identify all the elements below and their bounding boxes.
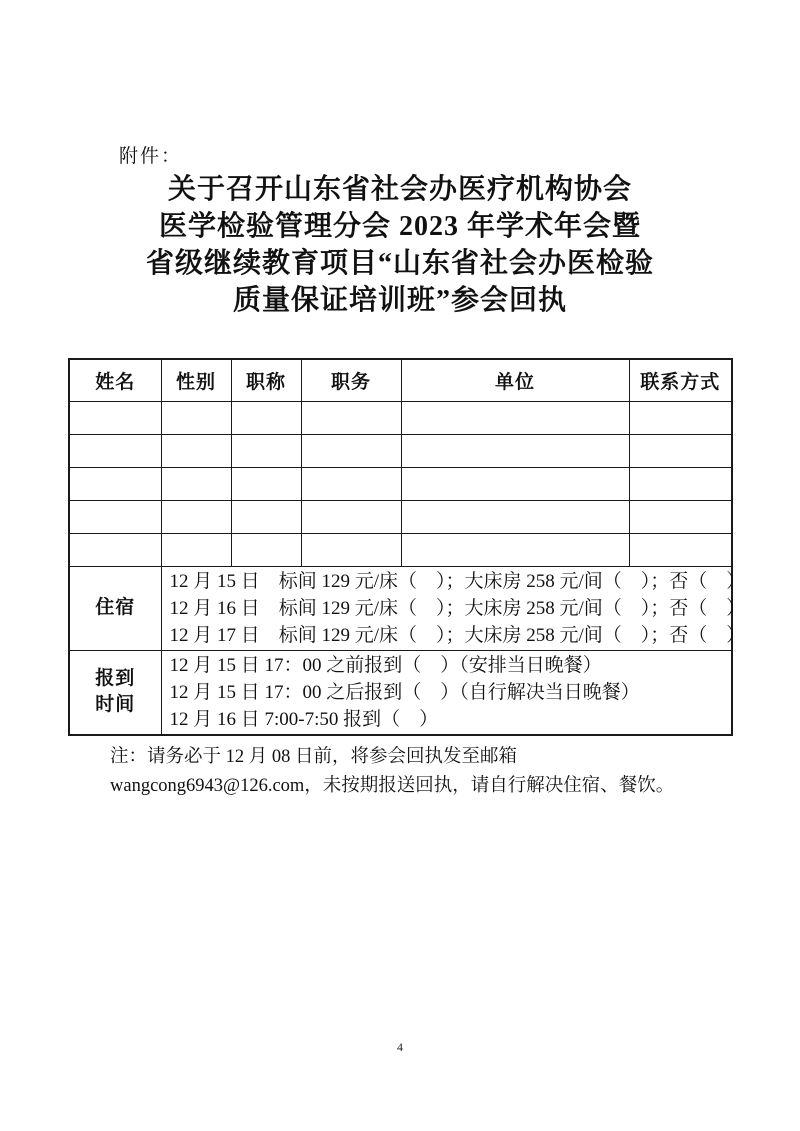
table-cell-empty — [161, 467, 231, 500]
table-row — [69, 434, 732, 467]
table-cell-empty — [161, 434, 231, 467]
table-cell-empty — [231, 401, 301, 434]
checkin-option-before: 12 月 15 日 17：00 之前报到（ ）（安排当日晚餐） — [169, 654, 602, 676]
table-cell-empty — [231, 500, 301, 533]
title-line-3: 省级继续教育项目“山东省社会办医检验 — [145, 248, 654, 279]
table-row — [69, 401, 732, 434]
table-cell-empty — [401, 533, 629, 566]
table-cell-empty — [69, 500, 161, 533]
col-header-position: 职务 — [301, 359, 401, 401]
table-cell-empty — [69, 467, 161, 500]
table-cell-empty — [161, 533, 231, 566]
page-number: 4 — [397, 1040, 403, 1054]
table-cell-empty — [231, 467, 301, 500]
checkin-option-dec16: 12 月 16 日 7:00-7:50 报到（ ） — [169, 708, 439, 730]
accommodation-option-dec17: 12 月 17 日 标间 129 元/床（ ）；大床房 258 元/间（ ）；否（ ） — [169, 624, 746, 646]
table-cell-empty — [629, 500, 732, 533]
checkin-option-after: 12 月 15 日 17：00 之后报到（ ）（自行解决当日晚餐） — [169, 681, 640, 703]
table-cell-empty — [69, 533, 161, 566]
table-cell-empty — [301, 467, 401, 500]
title-line-1: 关于召开山东省社会办医疗机构协会 — [167, 174, 632, 205]
table-row — [69, 500, 732, 533]
table-cell-empty — [69, 434, 161, 467]
table-cell-empty — [401, 467, 629, 500]
table-cell-empty — [231, 533, 301, 566]
checkin-time-options — [161, 650, 732, 735]
table-cell-empty — [231, 434, 301, 467]
accommodation-options — [161, 566, 746, 650]
document-title — [0, 171, 800, 319]
header-row — [69, 359, 732, 401]
checkin-time-label: 报到 时间 — [69, 650, 161, 735]
footnote-line-1: 注：请务必于 12 月 08 日前，将参会回执发至邮箱 — [110, 747, 518, 767]
table-cell-empty — [629, 467, 732, 500]
table-cell-empty — [161, 401, 231, 434]
col-header-title: 职称 — [231, 359, 301, 401]
table-cell-empty — [629, 434, 732, 467]
accommodation-label: 住宿 — [69, 566, 161, 650]
table-cell-empty — [301, 434, 401, 467]
title-line-4: 质量保证培训班”参会回执 — [232, 285, 567, 316]
reply-form-table — [68, 358, 746, 736]
col-header-name: 姓名 — [69, 359, 161, 401]
attachment-label: 附件： — [119, 146, 183, 167]
table-cell-empty — [69, 401, 161, 434]
table-cell-empty — [401, 401, 629, 434]
table-row — [69, 533, 732, 566]
table-cell-empty — [301, 401, 401, 434]
table-cell-empty — [301, 500, 401, 533]
table-cell-empty — [161, 500, 231, 533]
table-cell-empty — [401, 500, 629, 533]
accommodation-option-dec15: 12 月 15 日 标间 129 元/床（ ）；大床房 258 元/间（ ）；否（ ） — [169, 570, 746, 592]
title-line-2: 医学检验管理分会 2023 年学术年会暨 — [158, 211, 641, 242]
col-header-contact: 联系方式 — [629, 359, 732, 401]
table-row — [69, 467, 732, 500]
col-header-organization: 单位 — [401, 359, 629, 401]
table-cell-empty — [301, 533, 401, 566]
col-header-gender: 性别 — [161, 359, 231, 401]
footnote — [110, 743, 674, 800]
table-cell-empty — [401, 434, 629, 467]
footnote-line-2: wangcong6943@126.com，未按期报送回执，请自行解决住宿、餐饮。 — [110, 775, 675, 796]
table-cell-empty — [629, 401, 732, 434]
accommodation-row — [69, 566, 732, 650]
checkin-time-row — [69, 650, 732, 735]
accommodation-option-dec16: 12 月 16 日 标间 129 元/床（ ）；大床房 258 元/间（ ）；否（ ） — [169, 597, 746, 619]
table-cell-empty — [629, 533, 732, 566]
